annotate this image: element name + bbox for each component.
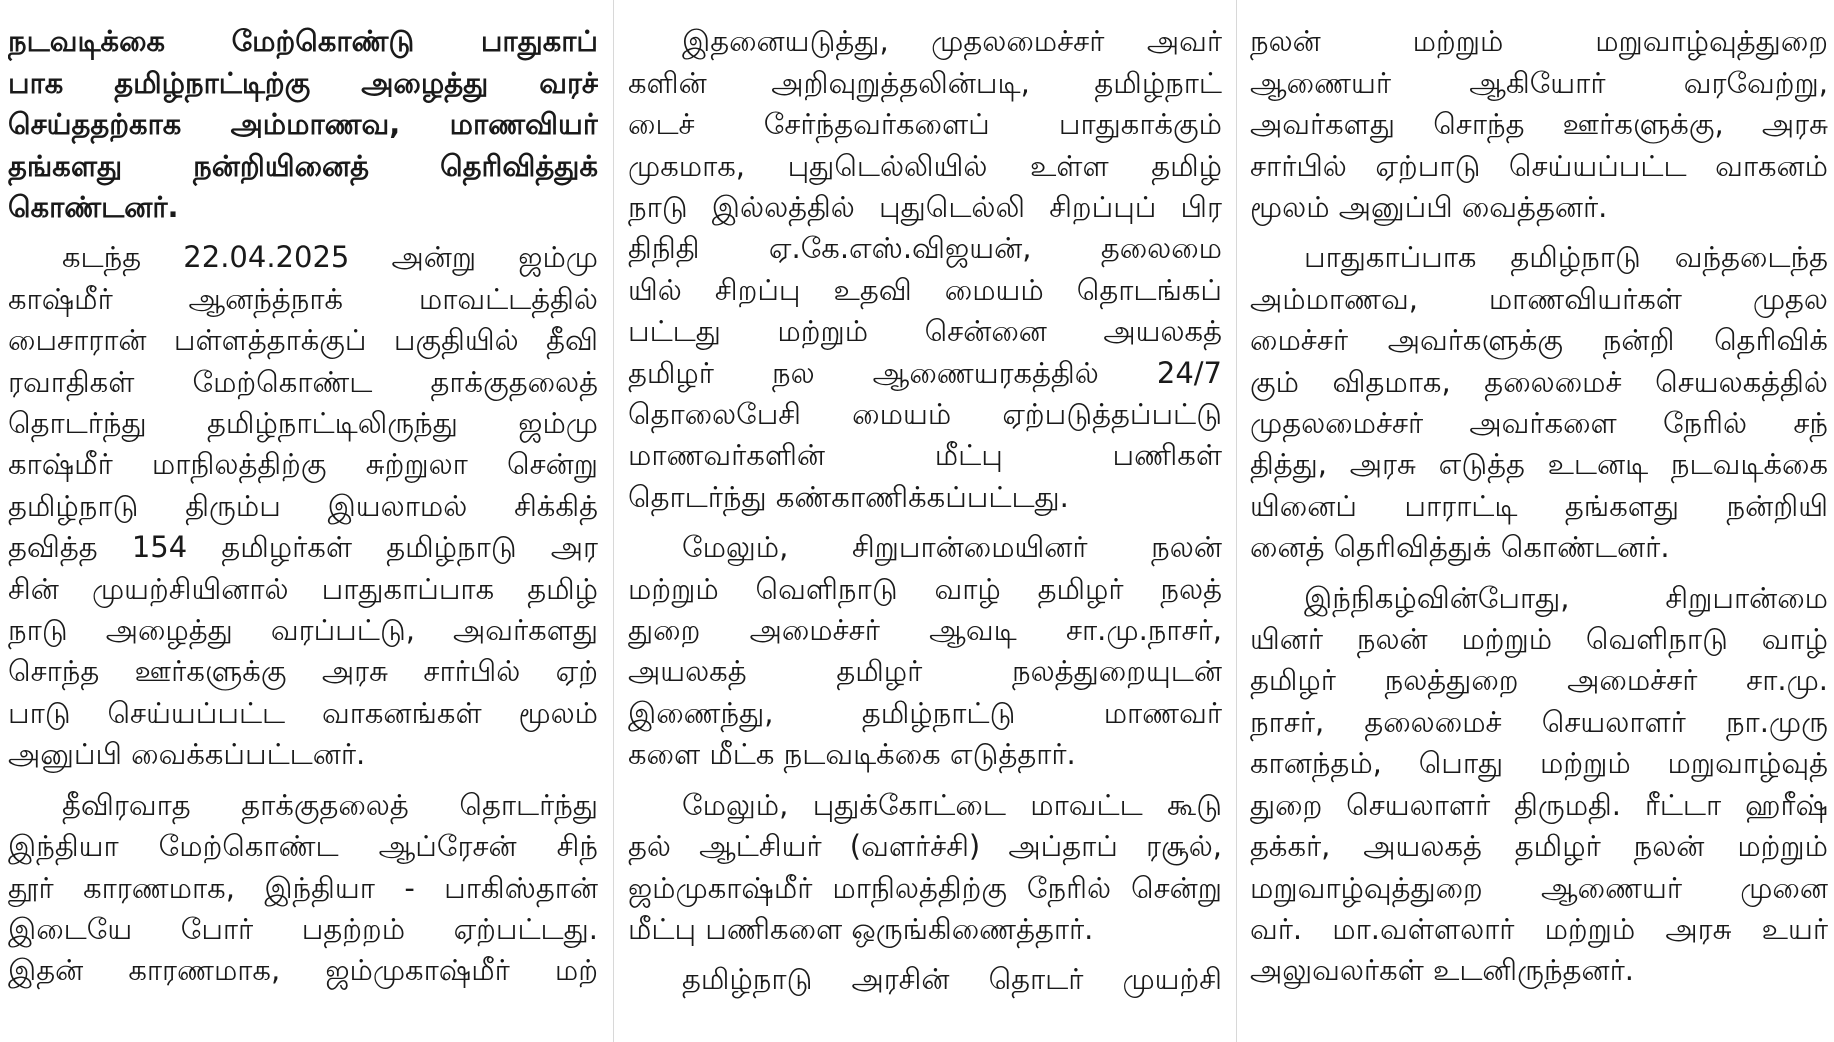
text-line: நலன் மற்றும் மறுவாழ்வுத்துறை [1250,24,1828,59]
text-line: இந்நிகழ்வின்போது, சிறுபான்மை [1304,580,1828,615]
text-line: மேலும், புதுக்கோட்டை மாவட்ட கூடு [682,787,1222,822]
text-line: தல் ஆட்சியர் (வளர்ச்சி) அப்தாப் ரசூல், [628,829,1222,864]
text-line: களை மீட்க நடவடிக்கை எடுத்தார். [628,737,1076,772]
body-paragraph [628,785,1222,951]
text-line: கானந்தம், பொது மற்றும் மறுவாழ்வுத் [1250,746,1828,781]
text-line: சின் முயற்சியினால் பாதுகாப்பாக தமிழ் [8,571,598,606]
text-line: பைசாரான் பள்ளத்தாக்குப் பகுதியில் தீவி [8,323,598,358]
text-line: துறை அமைச்சர் ஆவடி சா.மு.நாசர், [628,613,1222,648]
text-line: இதன் காரணமாக, ஜம்முகாஷ்மீர் மற் [8,953,598,988]
text-line: தமிழ்நாடு திரும்ப இயலாமல் சிக்கித் [8,488,598,523]
text-line: மைச்சர் அவர்களுக்கு நன்றி தெரிவிக் [1250,323,1828,358]
text-line: நடவடிக்கை மேற்கொண்டு பாதுகாப் [8,24,598,59]
body-paragraph [628,21,1222,518]
text-line: இடையே போர் பதற்றம் ஏற்பட்டது. [8,911,598,946]
text-line: பாடு செய்யப்பட்ட வாகனங்கள் மூலம் [8,695,598,730]
text-line: தங்களது நன்றியினைத் தெரிவித்துக் [8,148,598,183]
text-line: தவித்த 154 தமிழர்கள் தமிழ்நாடு அர [8,530,598,565]
body-paragraph [8,785,598,992]
text-line: தொடர்ந்து தமிழ்நாட்டிலிருந்து ஜம்மு [8,406,598,441]
body-paragraph [1250,237,1828,568]
text-line: தொடர்ந்து கண்காணிக்கப்பட்டது. [628,479,1069,514]
article-column-2 [628,0,1222,1042]
text-line: கும் விதமாக, தலைமைச் செயலகத்தில் [1250,364,1828,399]
text-line: களின் அறிவுறுத்தலின்படி, தமிழ்நாட் [628,65,1222,100]
text-line: ரவாதிகள் மேற்கொண்ட தாக்குதலைத் [8,364,598,399]
lead-paragraph [8,0,598,228]
text-line: முதலமைச்சர் அவர்களை நேரில் சந் [1250,406,1828,441]
text-line: முகமாக, புதுடெல்லியில் உள்ள தமிழ் [628,148,1222,183]
text-line: அனுப்பி வைக்கப்பட்டனர். [8,737,366,772]
text-line: அயலகத் தமிழர் நலத்துறையுடன் [628,654,1222,689]
text-line: நாடு அழைத்து வரப்பட்டு, அவர்களது [8,613,598,648]
text-line: மறுவாழ்வுத்துறை ஆணையர் முனை [1250,870,1828,905]
text-line: மற்றும் வெளிநாடு வாழ் தமிழர் நலத் [628,571,1222,606]
text-line: வர். மா.வள்ளலார் மற்றும் அரசு உயர் [1250,911,1828,946]
body-paragraph [1250,578,1828,992]
text-line: தமிழ்நாடு அரசின் தொடர் முயற்சி [682,962,1222,997]
text-line: காஷ்மீர் மாநிலத்திற்கு சுற்றுலா சென்று [8,447,598,482]
text-line: தக்கர், அயலகத் தமிழர் நலன் மற்றும் [1250,829,1828,864]
column-divider [1236,0,1237,1042]
text-line: இணைந்து, தமிழ்நாட்டு மாணவர் [628,695,1222,730]
text-line: யினர் நலன் மற்றும் வெளிநாடு வாழ் [1250,622,1828,657]
text-line: மீட்பு பணிகளை ஒருங்கிணைத்தார். [628,911,1094,946]
body-paragraph [8,237,598,775]
text-line: ஜம்முகாஷ்மீர் மாநிலத்திற்கு நேரில் சென்று [628,870,1222,905]
text-line: நாசர், தலைமைச் செயலாளர் நா.முரு [1250,704,1828,739]
text-line: அலுவலர்கள் உடனிருந்தனர். [1250,953,1634,988]
text-line: தமிழர் நல ஆணையரகத்தில் 24/7 [628,355,1222,390]
text-line: மாணவர்களின் மீட்பு பணிகள் [628,438,1222,473]
text-line: துறை செயலாளர் திருமதி. ரீட்டா ஹரீஷ் [1250,787,1828,822]
text-line: தொலைபேசி மையம் ஏற்படுத்தப்பட்டு [628,397,1222,432]
text-line: னைத் தெரிவித்துக் கொண்டனர். [1250,530,1670,565]
text-line: மேலும், சிறுபான்மையினர் நலன் [682,530,1222,565]
text-line: யில் சிறப்பு உதவி மையம் தொடங்கப் [628,272,1222,307]
text-line: கடந்த 22.04.2025 அன்று ஜம்மு [62,240,598,275]
text-line: தூர் காரணமாக, இந்தியா - பாகிஸ்தான் [8,870,598,905]
text-line: கொண்டனர். [8,190,179,225]
article-column-3 [1250,0,1828,1042]
text-line: தீவிரவாத தாக்குதலைத் தொடர்ந்து [62,787,598,822]
text-line: பாக தமிழ்நாட்டிற்கு அழைத்து வரச் [8,65,598,100]
text-line: அவர்களது சொந்த ஊர்களுக்கு, அரசு [1250,107,1828,142]
text-line: செய்ததற்காக அம்மாணவ, மாணவியர் [8,107,598,142]
text-line: ஆணையர் ஆகியோர் வரவேற்று, [1250,65,1828,100]
text-line: காஷ்மீர் ஆனந்த்நாக் மாவட்டத்தில் [8,281,598,316]
cut-top-line [8,0,598,21]
text-line: சொந்த ஊர்களுக்கு அரசு சார்பில் ஏற் [8,654,598,689]
text-line: தித்து, அரசு எடுத்த உடனடி நடவடிக்கை [1250,447,1828,482]
text-line: இந்தியா மேற்கொண்ட ஆப்ரேசன் சிந் [8,829,598,864]
text-line: டைச் சேர்ந்தவர்களைப் பாதுகாக்கும் [628,107,1222,142]
body-paragraph [628,527,1222,775]
text-line: பட்டது மற்றும் சென்னை அயலகத் [628,314,1222,349]
text-line: மூலம் அனுப்பி வைத்தனர். [1250,190,1608,225]
text-line: திநிதி ஏ.கே.எஸ்.விஜயன், தலைமை [628,231,1222,266]
text-line: தமிழர் நலத்துறை அமைச்சர் சா.மு. [1250,663,1828,698]
body-paragraph [628,959,1222,1000]
text-line: இதனையடுத்து, முதலமைச்சர் அவர் [682,24,1222,59]
article-column-1 [8,0,598,1042]
text-line: யினைப் பாராட்டி தங்களது நன்றியி [1250,488,1828,523]
text-line: சார்பில் ஏற்பாடு செய்யப்பட்ட வாகனம் [1250,148,1828,183]
cut-top-line [628,0,1222,21]
body-paragraph [1250,21,1828,228]
text-line: அம்மாணவ, மாணவியர்கள் முதல [1250,281,1828,316]
text-line: நாடு இல்லத்தில் புதுடெல்லி சிறப்புப் பிர [628,190,1222,225]
cut-top-line [1250,0,1828,21]
column-divider [613,0,614,1042]
text-line: பாதுகாப்பாக தமிழ்நாடு வந்தடைந்த [1304,240,1828,275]
